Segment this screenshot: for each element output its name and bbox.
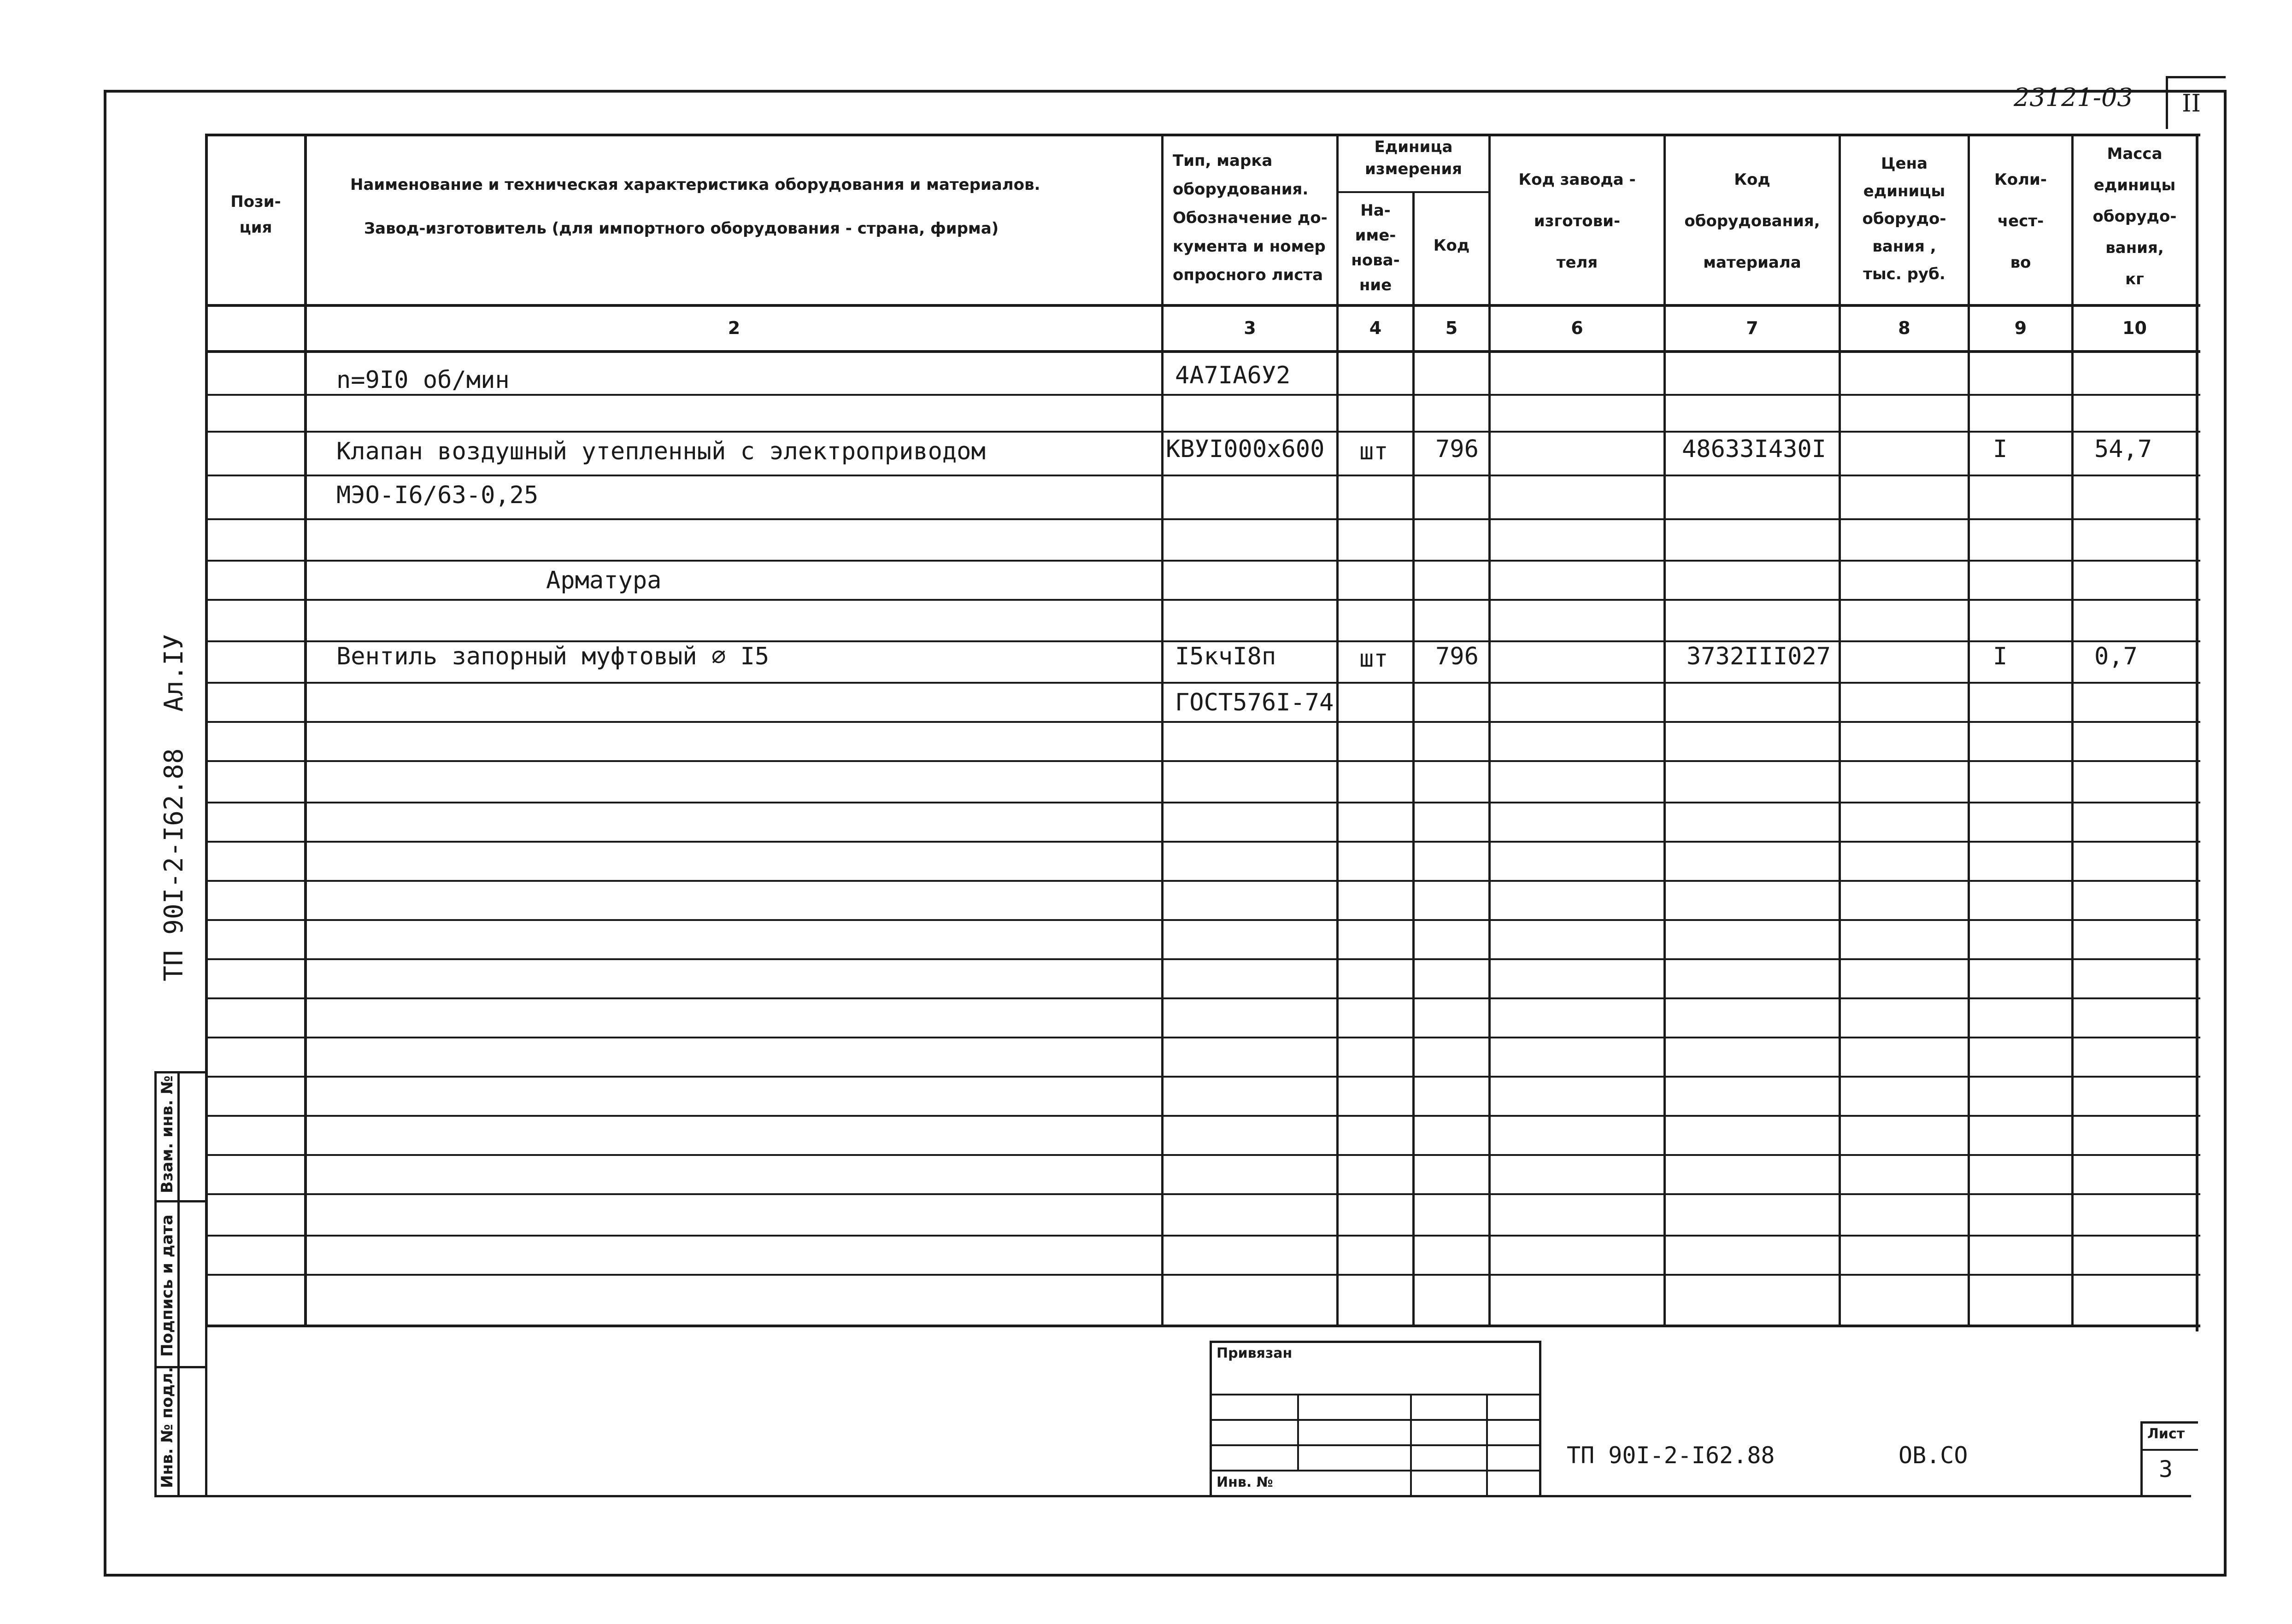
row-line xyxy=(205,431,2200,433)
row-line xyxy=(205,760,2200,762)
row-line xyxy=(205,919,2200,921)
header-bottom-line xyxy=(205,304,2200,307)
header-name-line2: Завод-изготовитель (для импортного оборудования - страна, фирма) xyxy=(364,219,999,238)
col-line xyxy=(1839,134,1841,1327)
page-frame xyxy=(104,90,2227,1577)
row-line xyxy=(205,1037,2200,1038)
stamp-doc-code: ТП 90I-2-I62.88 xyxy=(1567,1442,1775,1469)
table-row-5-equip-code: 3732III027 xyxy=(1687,643,1831,670)
stamp-sign-date: Подпись и дата xyxy=(158,1214,176,1357)
colnum-7: 7 xyxy=(1746,318,1758,338)
table-row-5-unit: шт xyxy=(1359,645,1388,673)
row-line xyxy=(205,1115,2200,1117)
top-box-line xyxy=(2166,76,2226,78)
stamp-line xyxy=(1486,1394,1488,1497)
top-sheet-number: II xyxy=(2182,90,2201,117)
row-line xyxy=(205,599,2200,601)
table-bottom-line xyxy=(205,1325,2200,1327)
row-line xyxy=(205,721,2200,723)
stamp-inv: Инв. № xyxy=(1217,1474,1273,1490)
row-line xyxy=(205,560,2200,562)
colnum-2: 2 xyxy=(728,318,740,338)
stamp-line xyxy=(1210,1394,1541,1395)
colnum-3: 3 xyxy=(1244,318,1256,338)
col-line xyxy=(1488,134,1491,1327)
colnum-9: 9 xyxy=(2014,318,2027,338)
stamp-strip-line xyxy=(154,1071,207,1073)
table-row-1-type: 4A7IA6У2 xyxy=(1175,362,1291,389)
header-equip-code: Код оборудования, материала xyxy=(1684,170,1820,272)
table-row-2-name: Клапан воздушный утепленный с электроприводом xyxy=(336,438,986,465)
row-line xyxy=(205,394,2200,396)
stamp-strip-line xyxy=(154,1200,207,1202)
stamp-line xyxy=(1210,1444,1541,1446)
table-row-5-mass: 0,7 xyxy=(2094,643,2138,670)
table-row-3-name: МЭО-I6/63-0,25 xyxy=(336,481,539,509)
stamp-inv-orig: Инв. № подл. xyxy=(158,1366,176,1488)
header-unit-name: На- име- нова- ние xyxy=(1351,201,1400,294)
header-type: Тип, марка оборудования. Обозначение до- кумента и номер опросного листа xyxy=(1173,152,1328,284)
colnum-8: 8 xyxy=(1898,318,1910,338)
stamp-line xyxy=(1297,1394,1299,1470)
table-row-2-unit: шт xyxy=(1359,438,1388,465)
col-line xyxy=(1161,134,1164,1327)
col-line xyxy=(1336,134,1339,1327)
stamp-sheet-line xyxy=(2140,1449,2198,1451)
stamp-line xyxy=(1410,1394,1412,1497)
stamp-sheet-label: Лист xyxy=(2147,1426,2185,1442)
stamp-area-left xyxy=(205,1327,207,1497)
unit-group-line xyxy=(1336,191,1488,193)
stamp-sheet-no: 3 xyxy=(2159,1456,2173,1483)
stamp-line xyxy=(1210,1341,1541,1343)
side-project-label: ТП 90I-2-I62.88 xyxy=(159,748,189,981)
table-row-2-code: 796 xyxy=(1435,435,1479,463)
col-line xyxy=(1968,134,1970,1327)
header-maker-code: Код завода - изготови- теля xyxy=(1518,170,1636,272)
page-bottom-line xyxy=(154,1495,2191,1497)
handwritten-code: 23121-03 xyxy=(2014,83,2133,112)
stamp-sheet-line xyxy=(2140,1421,2143,1497)
header-mass: Масса единицы оборудо- вания, кг xyxy=(2092,145,2177,288)
table-row-6-type: ГОСТ576I-74 xyxy=(1175,689,1334,716)
table-row-2-mass: 54,7 xyxy=(2094,435,2152,463)
colnum-bottom-line xyxy=(205,350,2200,353)
table-row-2-qty: I xyxy=(1993,435,2008,463)
table-right-line xyxy=(2196,134,2198,1331)
col-line xyxy=(1663,134,1666,1327)
table-top-line xyxy=(205,134,2200,136)
table-left-line xyxy=(205,134,208,1327)
table-row-5-type: I5кчI8п xyxy=(1175,643,1276,670)
header-price: Цена единицы оборудо- вания , тыс. руб. xyxy=(1862,154,1946,283)
table-row-5-code: 796 xyxy=(1435,643,1479,670)
colnum-6: 6 xyxy=(1571,318,1583,338)
row-line xyxy=(205,1154,2200,1156)
row-line xyxy=(205,802,2200,803)
stamp-line xyxy=(1210,1470,1541,1472)
row-line xyxy=(205,640,2200,642)
table-row-5-qty: I xyxy=(1993,643,2008,670)
header-quantity: Коли- чест- во xyxy=(1994,170,2047,272)
top-box-line xyxy=(2166,76,2168,129)
row-line xyxy=(205,475,2200,476)
stamp-replace-inv: Взам. инв. № xyxy=(158,1075,176,1193)
row-line xyxy=(205,1235,2200,1237)
table-row-5-name: Вентиль запорный муфтовый ⌀ I5 xyxy=(336,643,770,670)
row-line xyxy=(205,1274,2200,1276)
row-line xyxy=(205,682,2200,684)
row-line xyxy=(205,958,2200,960)
row-line xyxy=(205,880,2200,882)
stamp-strip-line xyxy=(154,1071,157,1497)
colnum-10: 10 xyxy=(2122,318,2147,338)
col-line xyxy=(304,134,307,1327)
stamp-strip-line xyxy=(177,1071,180,1497)
header-unit-group: Единица измерения xyxy=(1365,138,1462,178)
row-line xyxy=(205,518,2200,520)
stamp-doc-mark: ОВ.СО xyxy=(1898,1442,1968,1469)
table-row-2-type: КВУI000x600 xyxy=(1166,435,1325,463)
header-name-line1: Наименование и техническая характеристика оборудования и материалов. xyxy=(350,176,1040,194)
table-row-2-equip-code: 48633I430I xyxy=(1682,435,1827,463)
row-line xyxy=(205,1076,2200,1078)
stamp-line xyxy=(1210,1419,1541,1421)
row-line xyxy=(205,1193,2200,1195)
section-title: Арматура xyxy=(546,567,662,594)
colnum-4: 4 xyxy=(1369,318,1382,338)
header-unit-code: Код xyxy=(1433,236,1470,255)
side-album-label: Ал.IУ xyxy=(159,634,189,712)
colnum-5: 5 xyxy=(1445,318,1458,338)
col-line xyxy=(2071,134,2074,1327)
stamp-attached: Привязан xyxy=(1217,1345,1293,1361)
col-line xyxy=(1412,191,1415,1327)
table-row-1-name: n=9I0 об/мин xyxy=(336,366,510,394)
header-position: Пози- ция xyxy=(230,193,281,237)
row-line xyxy=(205,997,2200,999)
stamp-sheet-line xyxy=(2140,1421,2198,1424)
row-line xyxy=(205,841,2200,843)
